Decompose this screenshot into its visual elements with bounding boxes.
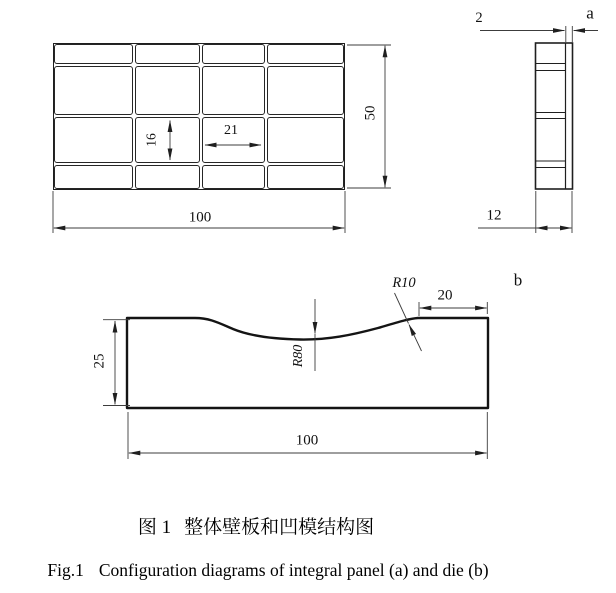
view-label-b: b	[513, 270, 523, 290]
section-rib-lines	[536, 64, 566, 168]
die-outline	[127, 318, 488, 408]
caption-chinese-text: 整体壁板和凹模结构图	[184, 517, 375, 538]
view-label-a: a	[586, 3, 594, 23]
caption-english-text: Configuration diagrams of integral panel (a) and die (b)	[98, 560, 489, 580]
dim-label-die-width: 100	[295, 432, 319, 449]
leader-r10-tail	[395, 293, 409, 324]
caption-chinese	[0, 512, 512, 539]
dim-label-fillet-radius: R10	[392, 274, 416, 291]
leader-r10	[409, 325, 422, 351]
dim-label-die-height: 25	[91, 353, 108, 369]
dim-label-cavity-radius: R80	[291, 344, 306, 368]
caption-chinese-number: 图 1	[137, 517, 172, 538]
caption-english-number: Fig.1	[47, 560, 84, 580]
dimension-lines	[53, 26, 598, 459]
caption-english	[0, 560, 536, 581]
dim-label-panel-height: 50	[362, 105, 379, 121]
dim-label-panel-width: 100	[188, 209, 212, 226]
dim-label-skin-thickness: 2	[475, 9, 483, 26]
dim-label-pocket-width: 21	[224, 123, 238, 138]
dim-label-pocket-height: 16	[143, 133, 159, 147]
panel-section-view	[536, 43, 573, 189]
dim-label-die-flat: 20	[437, 287, 453, 304]
dim-label-section-thickness: 12	[486, 207, 502, 224]
